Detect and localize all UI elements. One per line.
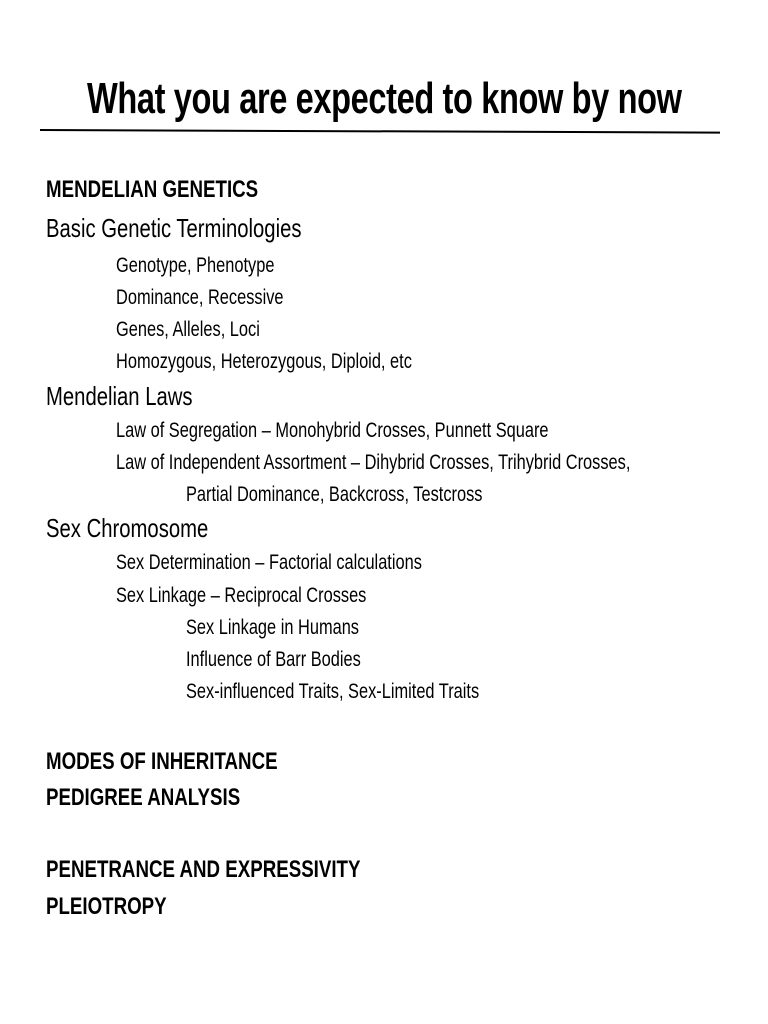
topic-basic-genetic-terminologies: Basic Genetic Terminologies [46,213,302,243]
list-item: Law of Independent Assortment – Dihybrid Crosses, Trihybrid Crosses, [116,451,631,474]
topic-mendelian-laws: Mendelian Laws [46,381,193,411]
list-item: Genotype, Phenotype [116,254,275,277]
section-heading-pleiotropy: PLEIOTROPY [46,893,167,920]
section-heading-penetrance-and-expressivity: PENETRANCE AND EXPRESSIVITY [46,856,361,883]
list-item: Influence of Barr Bodies [186,648,361,671]
section-heading-modes-of-inheritance: MODES OF INHERITANCE [46,748,278,775]
list-item: Sex-influenced Traits, Sex-Limited Traits [186,680,480,703]
list-item: Partial Dominance, Backcross, Testcross [186,483,483,506]
section-heading-pedigree-analysis: PEDIGREE ANALYSIS [46,784,241,811]
list-item: Sex Determination – Factorial calculations [116,551,422,574]
list-item: Dominance, Recessive [116,286,284,309]
list-item: Sex Linkage – Reciprocal Crosses [116,584,367,607]
title-divider [40,129,720,134]
list-item: Genes, Alleles, Loci [116,318,260,341]
page-title: What you are expected to know by now [87,74,682,123]
list-item: Homozygous, Heterozygous, Diploid, etc [116,350,412,373]
list-item: Law of Segregation – Monohybrid Crosses, Punnett Square [116,419,549,442]
topic-sex-chromosome: Sex Chromosome [46,513,209,543]
section-heading-mendelian-genetics: MENDELIAN GENETICS [46,176,259,203]
list-item: Sex Linkage in Humans [186,616,360,639]
